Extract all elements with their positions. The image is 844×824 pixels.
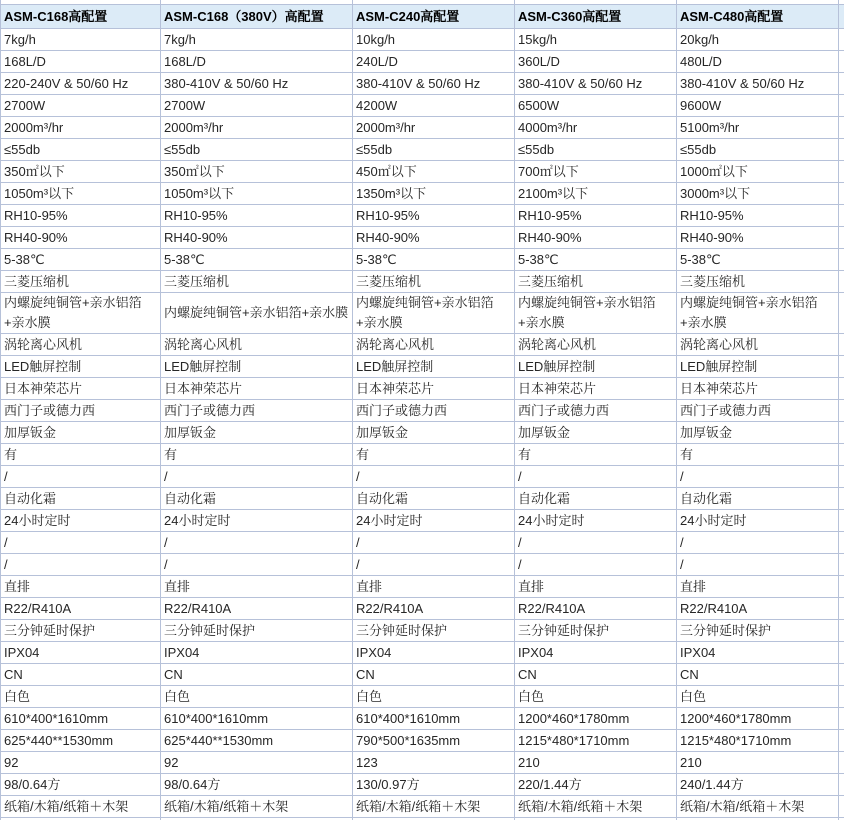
spec-cell[interactable]: 白色 <box>1 686 161 708</box>
spec-cell[interactable]: / <box>161 466 353 488</box>
table-row <box>1 95 844 117</box>
spec-cell[interactable]: 380-410V & 50/60 Hz <box>353 73 515 95</box>
partial-cell <box>1 818 161 821</box>
spec-cell[interactable]: 三分钟延时保护 <box>353 620 515 642</box>
spec-cell[interactable]: CN <box>1 664 161 686</box>
table-row <box>1 510 844 532</box>
spec-cell[interactable]: 内螺旋纯铜管+亲水铝箔+亲水膜 <box>353 293 515 334</box>
spec-cell[interactable]: 加厚钣金 <box>353 422 515 444</box>
spec-cell[interactable]: 加厚钣金 <box>161 422 353 444</box>
spec-cell[interactable]: 350㎡以下 <box>1 161 161 183</box>
spec-cell[interactable]: 1050m³以下 <box>1 183 161 205</box>
row-partial-cell <box>839 227 844 249</box>
table-row <box>1 139 844 161</box>
table-row <box>1 400 844 422</box>
table-row <box>1 796 844 818</box>
spec-cell[interactable]: 15kg/h <box>515 29 677 51</box>
column-header[interactable]: ASM-C240高配置 <box>353 5 515 29</box>
spec-cell[interactable]: RH10-95% <box>515 205 677 227</box>
row-partial-cell <box>839 117 844 139</box>
table-row <box>1 598 844 620</box>
spec-cell[interactable]: 有 <box>161 444 353 466</box>
table-row <box>1 466 844 488</box>
spec-cell[interactable]: 5-38℃ <box>677 249 839 271</box>
spec-cell[interactable]: 纸箱/木箱/纸箱＋木架 <box>1 796 161 818</box>
spec-cell[interactable]: 7kg/h <box>1 29 161 51</box>
spec-cell[interactable]: ≤55db <box>1 139 161 161</box>
spec-cell[interactable]: 450㎡以下 <box>353 161 515 183</box>
spec-cell[interactable]: / <box>515 466 677 488</box>
row-partial-cell <box>839 378 844 400</box>
spec-cell[interactable]: RH40-90% <box>161 227 353 249</box>
spec-cell[interactable]: 2100m³以下 <box>515 183 677 205</box>
row-partial-cell <box>839 620 844 642</box>
spec-cell[interactable]: 20kg/h <box>677 29 839 51</box>
spec-cell[interactable]: 130/0.97方 <box>353 774 515 796</box>
spec-cell[interactable]: LED触屏控制 <box>161 356 353 378</box>
row-partial-cell <box>839 510 844 532</box>
row-partial-cell <box>839 205 844 227</box>
spec-cell[interactable]: / <box>353 554 515 576</box>
spec-cell[interactable]: RH10-95% <box>677 205 839 227</box>
spec-cell[interactable]: 24小时定时 <box>161 510 353 532</box>
spec-cell[interactable]: / <box>677 532 839 554</box>
table-row <box>1 205 844 227</box>
spec-cell[interactable]: ≤55db <box>161 139 353 161</box>
column-header[interactable]: ASM-C168高配置 <box>1 5 161 29</box>
spec-cell[interactable]: 240L/D <box>353 51 515 73</box>
spec-cell[interactable]: 纸箱/木箱/纸箱＋木架 <box>677 796 839 818</box>
spec-cell[interactable]: 380-410V & 50/60 Hz <box>677 73 839 95</box>
row-partial-cell <box>839 95 844 117</box>
spec-cell[interactable]: 日本神荣芯片 <box>1 378 161 400</box>
spec-cell[interactable]: 白色 <box>515 686 677 708</box>
spec-cell[interactable]: 三菱压缩机 <box>161 271 353 293</box>
table-row <box>1 356 844 378</box>
table-row <box>1 73 844 95</box>
spec-cell[interactable]: 610*400*1610mm <box>353 708 515 730</box>
spec-cell[interactable]: 360L/D <box>515 51 677 73</box>
spec-cell[interactable]: 内螺旋纯铜管+亲水铝箔+亲水膜 <box>515 293 677 334</box>
spec-cell[interactable]: CN <box>161 664 353 686</box>
spec-cell[interactable]: 直排 <box>353 576 515 598</box>
partial-cell <box>839 818 844 821</box>
table-row <box>1 554 844 576</box>
partial-cell <box>515 818 677 821</box>
spec-cell[interactable]: 220-240V & 50/60 Hz <box>1 73 161 95</box>
spec-cell[interactable]: 涡轮离心风机 <box>677 334 839 356</box>
spec-cell[interactable]: 西门子或德力西 <box>353 400 515 422</box>
spec-cell[interactable]: 三分钟延时保护 <box>677 620 839 642</box>
column-header[interactable]: ASM-C168（380V）高配置 <box>161 5 353 29</box>
spec-cell[interactable]: 790*500*1635mm <box>353 730 515 752</box>
spec-cell[interactable]: / <box>161 532 353 554</box>
spec-cell[interactable]: 98/0.64方 <box>161 774 353 796</box>
spec-cell[interactable]: 4000m³/hr <box>515 117 677 139</box>
table-row <box>1 444 844 466</box>
row-partial-cell <box>839 444 844 466</box>
spec-cell[interactable]: / <box>677 554 839 576</box>
spec-cell[interactable]: 5-38℃ <box>161 249 353 271</box>
row-partial-cell <box>839 752 844 774</box>
spec-cell[interactable]: 380-410V & 50/60 Hz <box>161 73 353 95</box>
spec-cell[interactable]: RH10-95% <box>1 205 161 227</box>
row-partial-cell <box>839 161 844 183</box>
table-row <box>1 227 844 249</box>
spec-cell[interactable]: 2700W <box>161 95 353 117</box>
spec-cell[interactable]: 2000m³/hr <box>1 117 161 139</box>
spec-cell[interactable]: 2000m³/hr <box>161 117 353 139</box>
spec-cell[interactable]: 123 <box>353 752 515 774</box>
spec-cell[interactable]: 1200*460*1780mm <box>677 708 839 730</box>
spec-cell[interactable]: 610*400*1610mm <box>161 708 353 730</box>
table-row <box>1 422 844 444</box>
spec-cell[interactable]: ≤55db <box>353 139 515 161</box>
row-partial-cell <box>839 576 844 598</box>
spec-cell[interactable]: 自动化霜 <box>515 488 677 510</box>
spec-cell[interactable]: 24小时定时 <box>353 510 515 532</box>
spec-cell[interactable]: IPX04 <box>161 642 353 664</box>
spec-cell[interactable]: 92 <box>1 752 161 774</box>
spec-cell[interactable]: 涡轮离心风机 <box>515 334 677 356</box>
spec-cell[interactable]: 220/1.44方 <box>515 774 677 796</box>
spec-cell[interactable]: LED触屏控制 <box>515 356 677 378</box>
row-partial-cell <box>839 29 844 51</box>
spec-cell[interactable]: 直排 <box>677 576 839 598</box>
spec-cell[interactable]: 5-38℃ <box>515 249 677 271</box>
spec-cell[interactable]: 西门子或德力西 <box>1 400 161 422</box>
table-row <box>1 29 844 51</box>
row-partial-cell <box>839 774 844 796</box>
spec-cell[interactable]: LED触屏控制 <box>677 356 839 378</box>
row-partial-cell <box>839 139 844 161</box>
spec-cell[interactable]: CN <box>515 664 677 686</box>
spec-cell[interactable]: 1215*480*1710mm <box>677 730 839 752</box>
row-partial-cell <box>839 183 844 205</box>
spec-cell[interactable]: RH10-95% <box>161 205 353 227</box>
table-row <box>1 576 844 598</box>
row-partial-cell <box>839 466 844 488</box>
spec-cell[interactable]: RH40-90% <box>353 227 515 249</box>
spec-cell[interactable]: 4200W <box>353 95 515 117</box>
row-partial-cell <box>839 334 844 356</box>
spec-cell[interactable]: 5-38℃ <box>353 249 515 271</box>
spec-cell[interactable]: 610*400*1610mm <box>1 708 161 730</box>
spec-cell[interactable]: 直排 <box>515 576 677 598</box>
spec-cell[interactable]: 10kg/h <box>353 29 515 51</box>
spec-cell[interactable]: 有 <box>1 444 161 466</box>
table-header <box>1 0 844 29</box>
table-row <box>1 488 844 510</box>
spec-cell[interactable]: 三菱压缩机 <box>515 271 677 293</box>
spec-cell[interactable]: 1215*480*1710mm <box>515 730 677 752</box>
table-row <box>1 708 844 730</box>
spec-cell[interactable]: / <box>1 532 161 554</box>
spec-cell[interactable]: 210 <box>677 752 839 774</box>
spec-cell[interactable]: 有 <box>353 444 515 466</box>
spec-cell[interactable]: 168L/D <box>1 51 161 73</box>
spec-cell[interactable]: RH40-90% <box>515 227 677 249</box>
spec-cell[interactable]: 加厚钣金 <box>515 422 677 444</box>
spec-cell[interactable]: 2000m³/hr <box>353 117 515 139</box>
spec-cell[interactable]: LED触屏控制 <box>1 356 161 378</box>
spec-cell[interactable]: 5100m³/hr <box>677 117 839 139</box>
table-row <box>1 620 844 642</box>
header-partial-cell <box>839 5 844 29</box>
spec-cell[interactable]: CN <box>677 664 839 686</box>
spec-cell[interactable]: 有 <box>677 444 839 466</box>
table-row <box>1 249 844 271</box>
spec-cell[interactable]: R22/R410A <box>353 598 515 620</box>
spec-cell[interactable]: 三分钟延时保护 <box>515 620 677 642</box>
spec-cell[interactable]: 三菱压缩机 <box>353 271 515 293</box>
spec-cell[interactable]: / <box>1 466 161 488</box>
spec-cell[interactable]: / <box>515 554 677 576</box>
spec-cell[interactable]: 三菱压缩机 <box>677 271 839 293</box>
row-partial-cell <box>839 293 844 334</box>
spec-cell[interactable]: 纸箱/木箱/纸箱＋木架 <box>353 796 515 818</box>
spec-cell[interactable]: 内螺旋纯铜管+亲水铝箔+亲水膜 <box>677 293 839 334</box>
spec-cell[interactable]: 自动化霜 <box>353 488 515 510</box>
partial-cell <box>353 818 515 821</box>
table-row <box>1 664 844 686</box>
table-row <box>1 642 844 664</box>
table-row <box>1 334 844 356</box>
column-header[interactable]: ASM-C480高配置 <box>677 5 839 29</box>
spec-cell[interactable]: 1050m³以下 <box>161 183 353 205</box>
spec-cell[interactable]: LED触屏控制 <box>353 356 515 378</box>
spec-cell[interactable]: RH40-90% <box>677 227 839 249</box>
spec-cell[interactable]: 24小时定时 <box>515 510 677 532</box>
spec-cell[interactable]: 西门子或德力西 <box>515 400 677 422</box>
spec-cell[interactable]: 3000m³以下 <box>677 183 839 205</box>
spec-cell[interactable]: / <box>353 466 515 488</box>
spec-cell[interactable]: 1000㎡以下 <box>677 161 839 183</box>
spec-cell[interactable]: 350㎡以下 <box>161 161 353 183</box>
spec-cell[interactable]: 三分钟延时保护 <box>1 620 161 642</box>
spec-cell[interactable]: 自动化霜 <box>161 488 353 510</box>
table-row <box>1 161 844 183</box>
spec-cell[interactable]: 7kg/h <box>161 29 353 51</box>
spec-cell[interactable]: IPX04 <box>677 642 839 664</box>
spec-cell[interactable]: 240/1.44方 <box>677 774 839 796</box>
spec-cell[interactable]: CN <box>353 664 515 686</box>
table-body <box>1 29 844 821</box>
spec-cell[interactable]: 6500W <box>515 95 677 117</box>
spec-cell[interactable]: 三菱压缩机 <box>1 271 161 293</box>
spec-cell[interactable]: 1200*460*1780mm <box>515 708 677 730</box>
table-row <box>1 532 844 554</box>
spec-cell[interactable]: 日本神荣芯片 <box>515 378 677 400</box>
row-partial-cell <box>839 356 844 378</box>
spec-cell[interactable]: 5-38℃ <box>1 249 161 271</box>
partial-cell <box>161 818 353 821</box>
spec-cell[interactable]: R22/R410A <box>161 598 353 620</box>
spec-cell[interactable]: ≤55db <box>677 139 839 161</box>
row-partial-cell <box>839 796 844 818</box>
table-row <box>1 271 844 293</box>
spec-cell[interactable]: RH10-95% <box>353 205 515 227</box>
spec-cell[interactable]: 9600W <box>677 95 839 117</box>
row-partial-cell <box>839 51 844 73</box>
spec-cell[interactable]: 480L/D <box>677 51 839 73</box>
spec-cell[interactable]: 700㎡以下 <box>515 161 677 183</box>
spec-cell[interactable]: 白色 <box>353 686 515 708</box>
spec-cell[interactable]: 西门子或德力西 <box>677 400 839 422</box>
spec-cell[interactable]: 纸箱/木箱/纸箱＋木架 <box>161 796 353 818</box>
spec-cell[interactable]: 自动化霜 <box>1 488 161 510</box>
spec-cell[interactable]: / <box>353 532 515 554</box>
spec-cell[interactable]: RH40-90% <box>1 227 161 249</box>
spec-cell[interactable]: / <box>161 554 353 576</box>
row-partial-cell <box>839 554 844 576</box>
spec-cell[interactable]: 西门子或德力西 <box>161 400 353 422</box>
row-partial-cell <box>839 642 844 664</box>
spec-cell[interactable]: 625*440**1530mm <box>1 730 161 752</box>
spec-cell[interactable]: / <box>1 554 161 576</box>
spec-cell[interactable]: 自动化霜 <box>677 488 839 510</box>
spec-cell[interactable]: / <box>515 532 677 554</box>
spec-cell[interactable]: IPX04 <box>515 642 677 664</box>
spec-cell[interactable]: 日本神荣芯片 <box>677 378 839 400</box>
row-partial-cell <box>839 598 844 620</box>
table-row <box>1 183 844 205</box>
spec-cell[interactable]: 加厚钣金 <box>1 422 161 444</box>
spec-cell[interactable]: 涡轮离心风机 <box>353 334 515 356</box>
row-partial-cell <box>839 400 844 422</box>
table-row <box>1 730 844 752</box>
table-row <box>1 117 844 139</box>
table-row <box>1 686 844 708</box>
row-partial-cell <box>839 488 844 510</box>
spec-cell[interactable]: 内螺旋纯铜管+亲水铝箔+亲水膜 <box>161 293 353 334</box>
table-row <box>1 752 844 774</box>
spec-cell[interactable]: 625*440**1530mm <box>161 730 353 752</box>
spec-cell[interactable]: 日本神荣芯片 <box>161 378 353 400</box>
spec-cell[interactable]: ≤55db <box>515 139 677 161</box>
table-row <box>1 774 844 796</box>
spec-cell[interactable]: IPX04 <box>353 642 515 664</box>
spec-cell[interactable]: 92 <box>161 752 353 774</box>
spec-cell[interactable]: 涡轮离心风机 <box>161 334 353 356</box>
column-header[interactable]: ASM-C360高配置 <box>515 5 677 29</box>
table-row <box>1 293 844 334</box>
spec-cell[interactable]: 210 <box>515 752 677 774</box>
partial-cell <box>677 818 839 821</box>
row-partial-cell <box>839 686 844 708</box>
spec-cell[interactable]: 三分钟延时保护 <box>161 620 353 642</box>
row-partial-cell <box>839 664 844 686</box>
spec-cell[interactable]: 24小时定时 <box>1 510 161 532</box>
partial-row-bottom <box>1 818 844 821</box>
row-partial-cell <box>839 532 844 554</box>
header-row <box>1 5 844 29</box>
spec-cell[interactable]: 380-410V & 50/60 Hz <box>515 73 677 95</box>
spec-cell[interactable]: 有 <box>515 444 677 466</box>
spec-cell[interactable]: R22/R410A <box>677 598 839 620</box>
spec-cell[interactable]: / <box>677 466 839 488</box>
spec-cell[interactable]: 直排 <box>1 576 161 598</box>
spec-cell[interactable]: 纸箱/木箱/纸箱＋木架 <box>515 796 677 818</box>
row-partial-cell <box>839 422 844 444</box>
spec-cell[interactable]: 加厚钣金 <box>677 422 839 444</box>
row-partial-cell <box>839 271 844 293</box>
row-partial-cell <box>839 730 844 752</box>
spec-cell[interactable]: 涡轮离心风机 <box>1 334 161 356</box>
spec-cell[interactable]: 168L/D <box>161 51 353 73</box>
spec-cell[interactable]: R22/R410A <box>1 598 161 620</box>
spec-cell[interactable]: 1350m³以下 <box>353 183 515 205</box>
spec-cell[interactable]: 98/0.64方 <box>1 774 161 796</box>
spec-cell[interactable]: 白色 <box>677 686 839 708</box>
spec-cell[interactable]: 日本神荣芯片 <box>353 378 515 400</box>
spec-cell[interactable]: 直排 <box>161 576 353 598</box>
row-partial-cell <box>839 73 844 95</box>
table-row <box>1 51 844 73</box>
spec-cell[interactable]: 2700W <box>1 95 161 117</box>
spec-cell[interactable]: 内螺旋纯铜管+亲水铝箔+亲水膜 <box>1 293 161 334</box>
row-partial-cell <box>839 708 844 730</box>
spec-cell[interactable]: R22/R410A <box>515 598 677 620</box>
table-row <box>1 378 844 400</box>
spec-cell[interactable]: 24小时定时 <box>677 510 839 532</box>
spec-cell[interactable]: 白色 <box>161 686 353 708</box>
spec-cell[interactable]: IPX04 <box>1 642 161 664</box>
row-partial-cell <box>839 249 844 271</box>
